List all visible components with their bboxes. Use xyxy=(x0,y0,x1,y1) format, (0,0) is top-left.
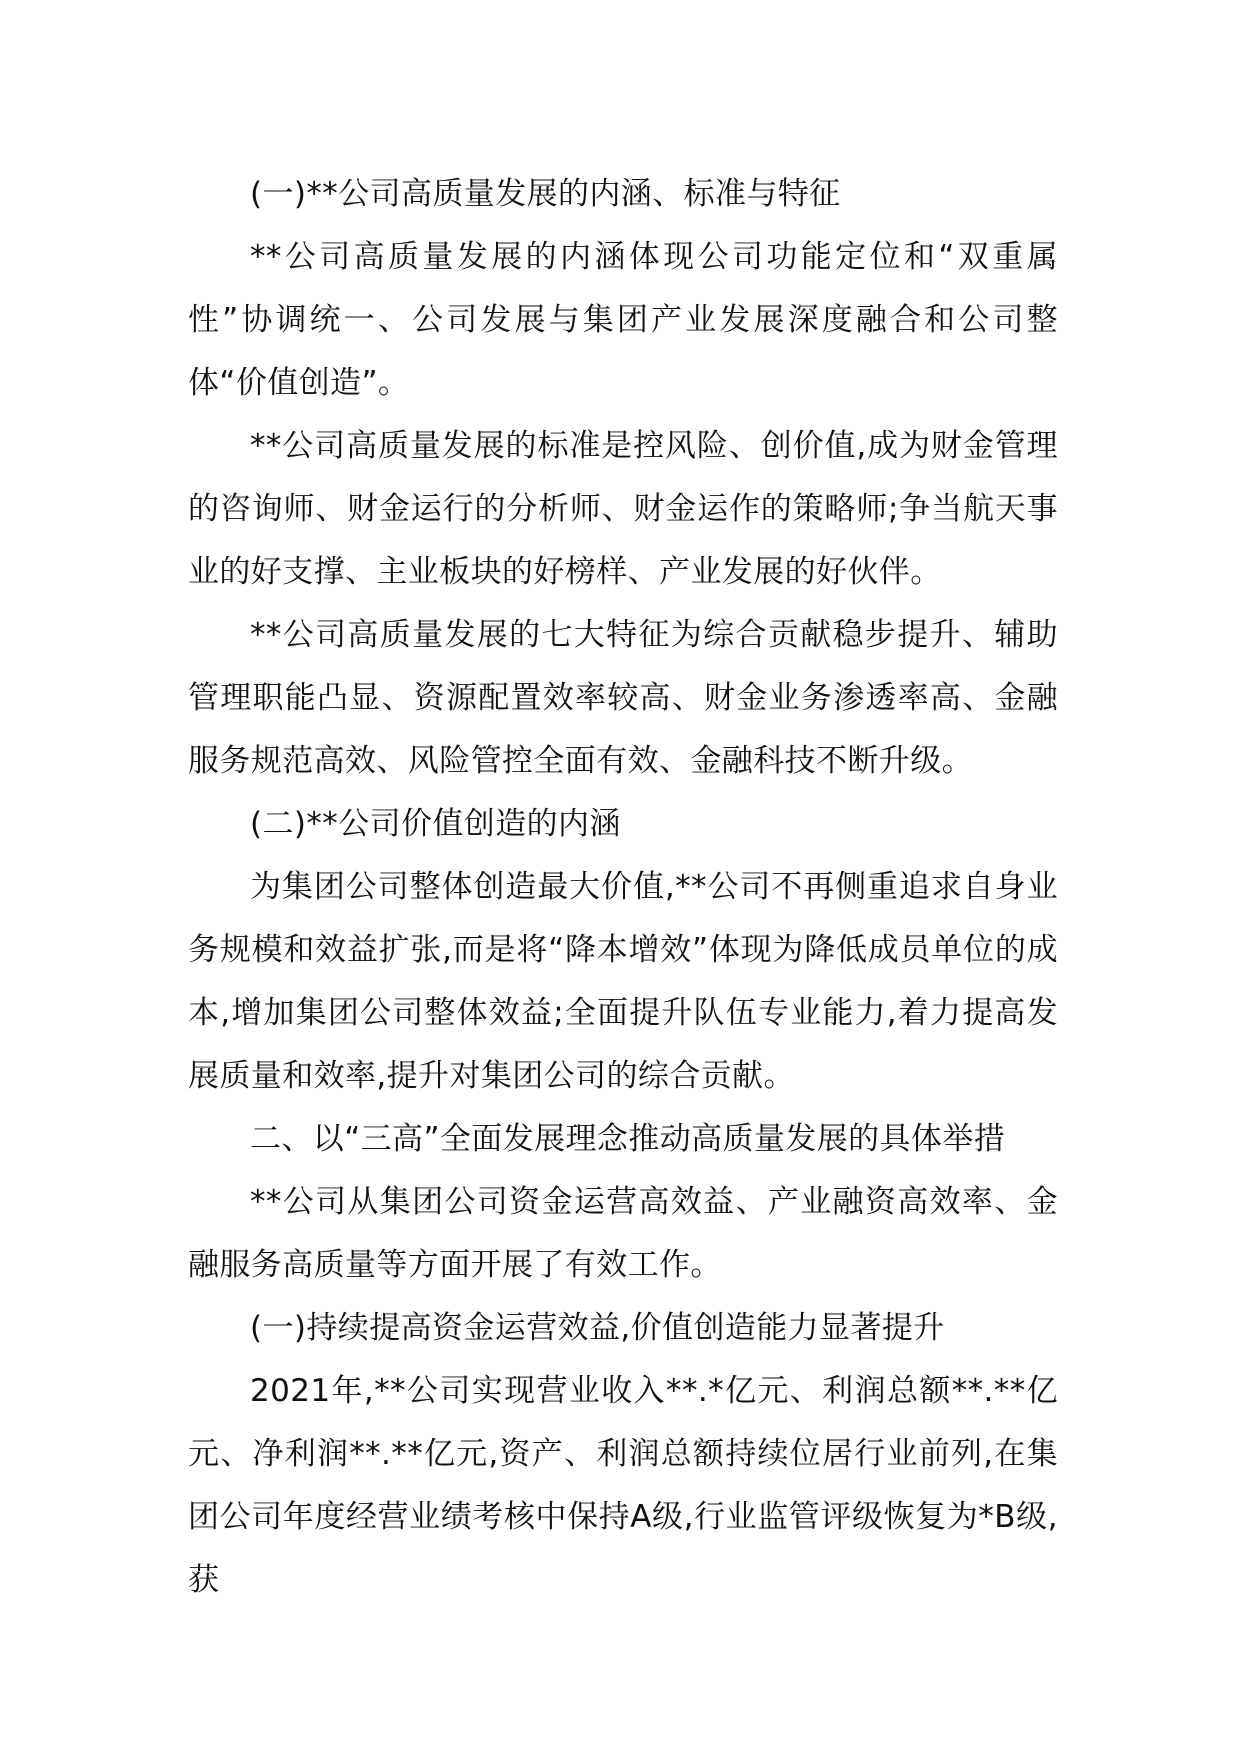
section-heading-capital-efficiency: (一)持续提高资金运营效益,价值创造能力显著提升 xyxy=(250,1310,945,1346)
paragraph-characteristics: **公司高质量发展的七大特征为综合贡献稳步提升、辅助管理职能凸显、资源配置效率较高、财金业务渗透率高、金融服务规范高效、风险管控全面有效、金融科技不断升级。 xyxy=(188,617,1058,779)
paragraph-2021-results: 2021年,**公司实现营业收入**.*亿元、利润总额**.**亿元、净利润**.**亿元,资产、利润总额持续位居行业前列,在集团公司年度经营业绩考核中保持A级,行业监管评级恢复为*B级,获 xyxy=(188,1373,1058,1598)
chapter-heading-measures: 二、以“三高”全面发展理念推动高质量发展的具体举措 xyxy=(250,1121,1006,1157)
section-heading-connotation-standards: (一)**公司高质量发展的内涵、标准与特征 xyxy=(250,176,841,212)
document-body xyxy=(188,163,1058,1612)
paragraph-measures-intro: **公司从集团公司资金运营高效益、产业融资高效率、金融服务高质量等方面开展了有效工作。 xyxy=(188,1184,1058,1283)
paragraph-connotation: **公司高质量发展的内涵体现公司功能定位和“双重属性”协调统一、公司发展与集团产业发展深度融合和公司整体“价值创造”。 xyxy=(188,239,1058,401)
section-heading-value-creation: (二)**公司价值创造的内涵 xyxy=(250,806,621,842)
paragraph-standards: **公司高质量发展的标准是控风险、创价值,成为财金管理的咨询师、财金运行的分析师、财金运作的策略师;争当航天事业的好支撑、主业板块的好榜样、产业发展的好伙伴。 xyxy=(188,428,1058,590)
paragraph-value-creation: 为集团公司整体创造最大价值,**公司不再侧重追求自身业务规模和效益扩张,而是将“降本增效”体现为降低成员单位的成本,增加集团公司整体效益;全面提升队伍专业能力,着力提高发展质量和效率,提升对集团公司的综合贡献。 xyxy=(188,869,1058,1094)
